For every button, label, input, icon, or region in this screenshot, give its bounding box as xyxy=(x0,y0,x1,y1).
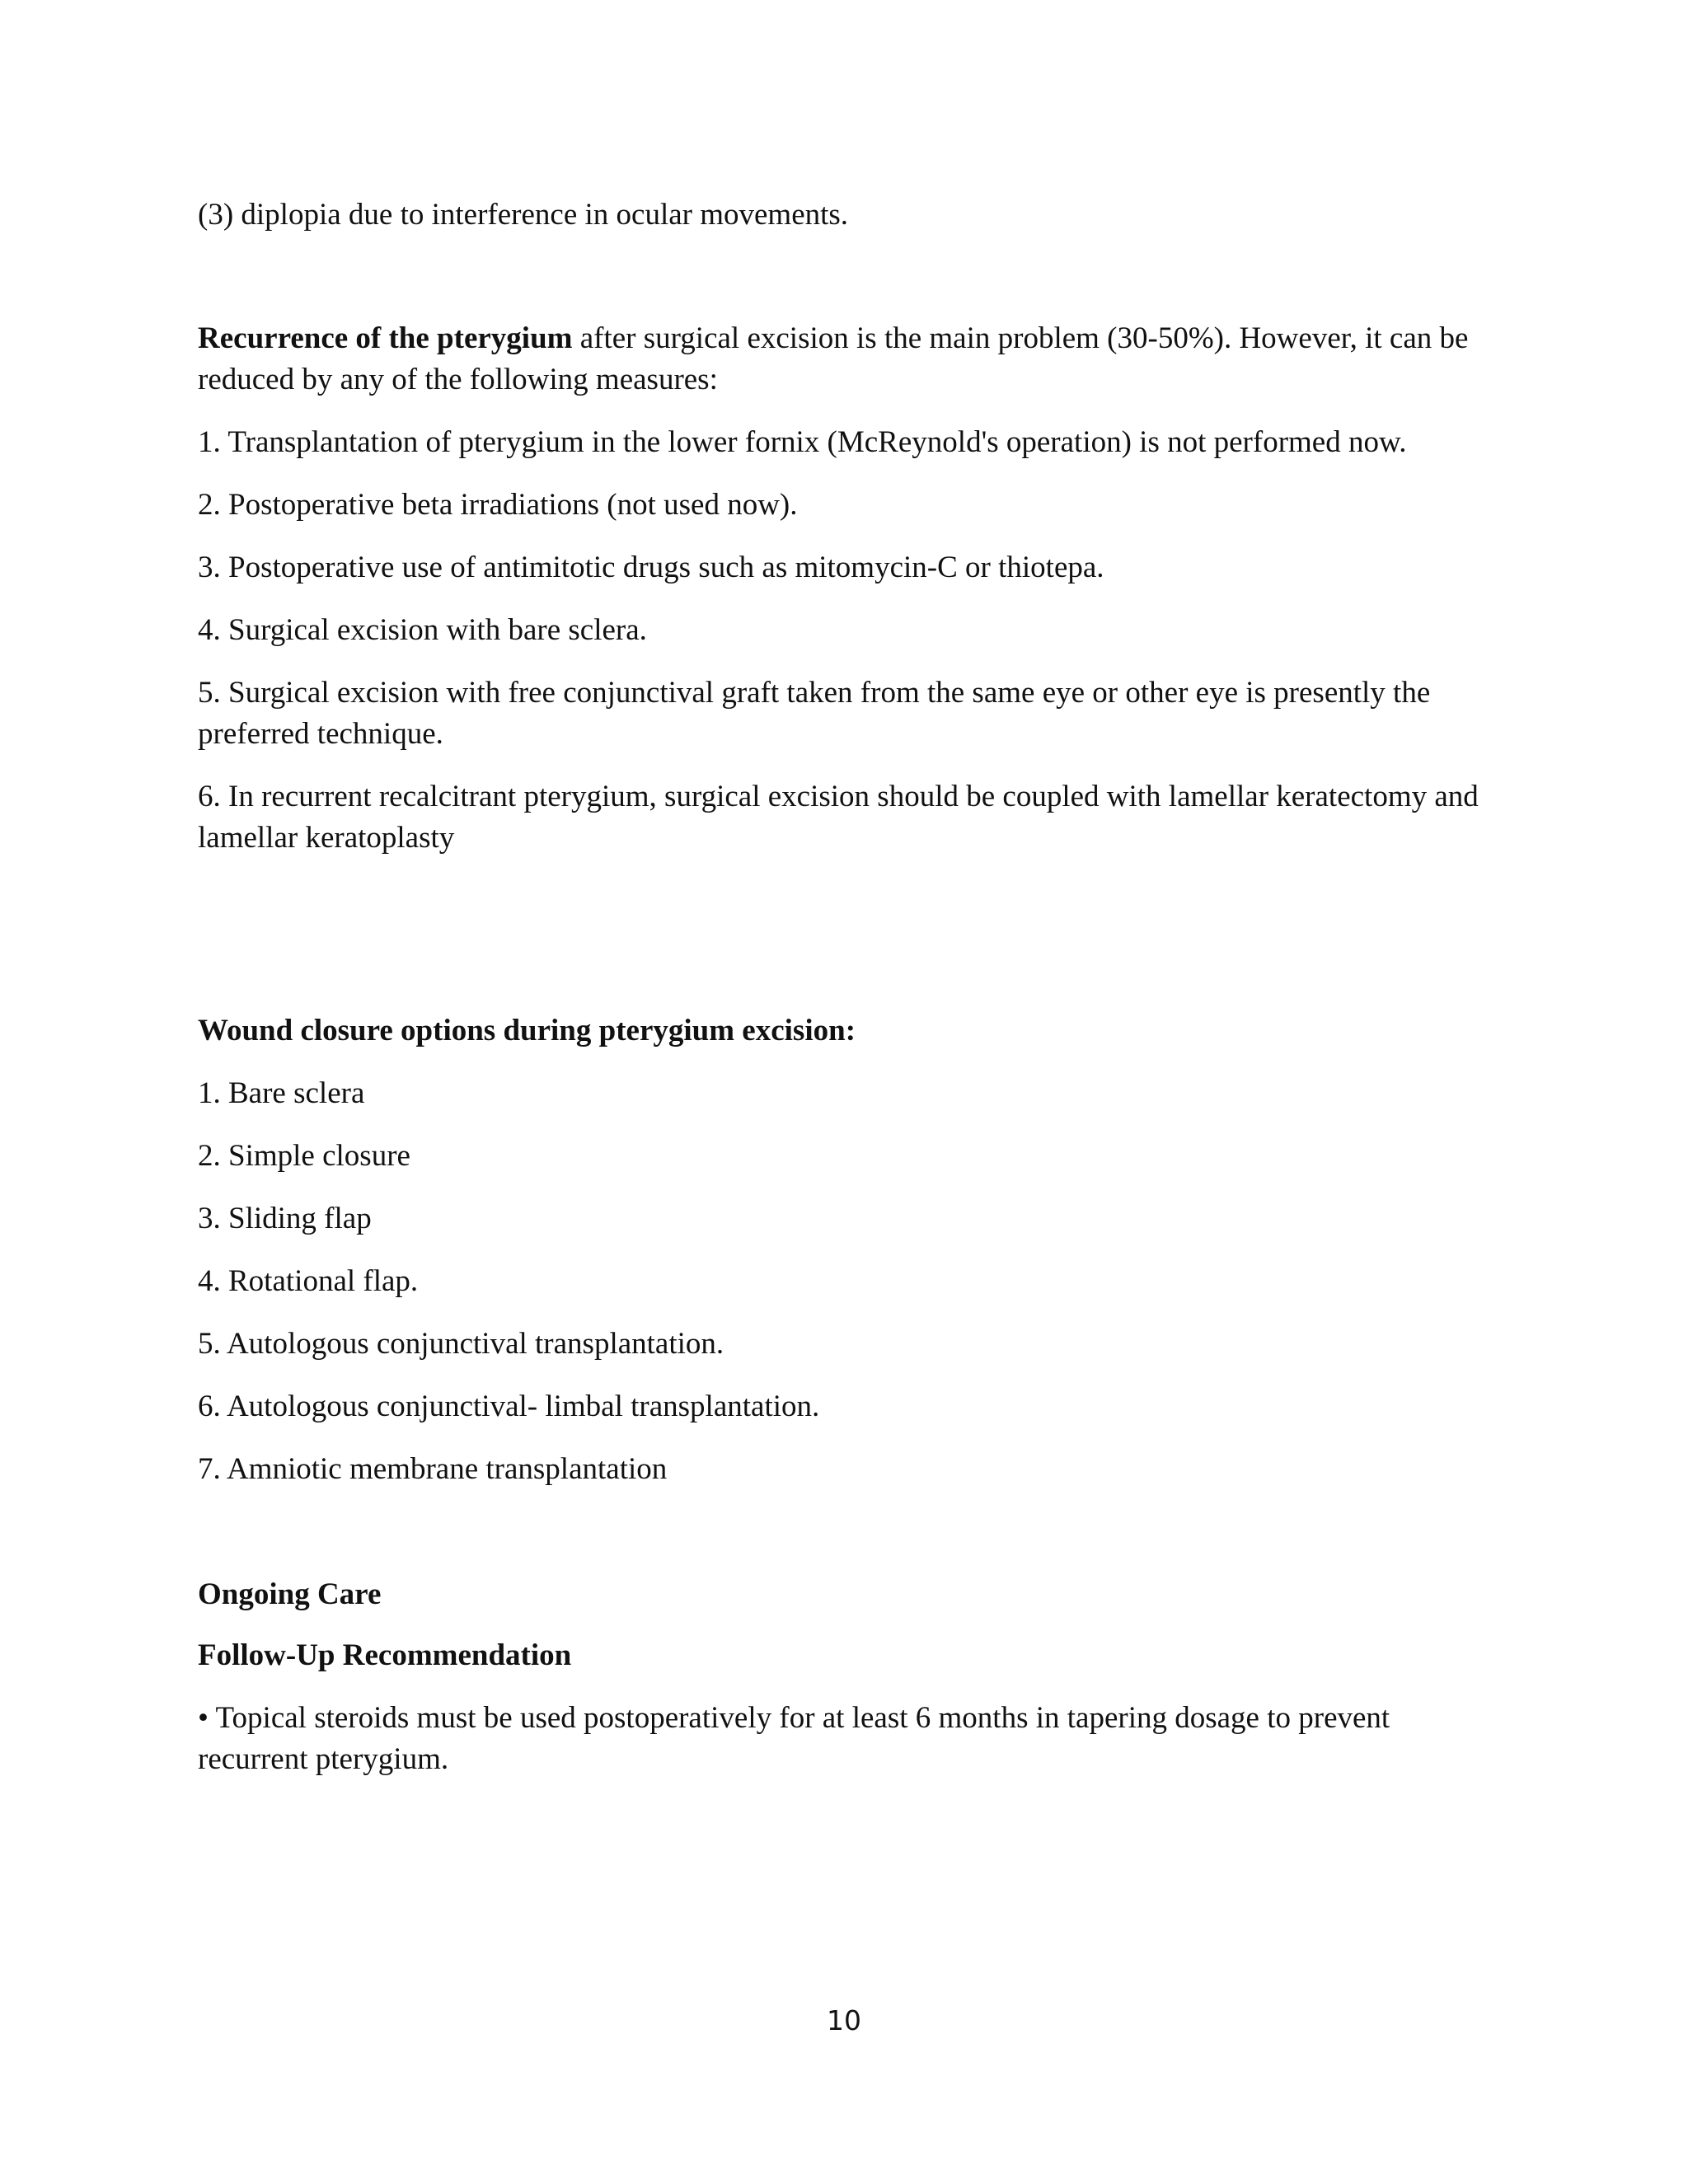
spacer xyxy=(198,1427,1492,1449)
spacer xyxy=(198,651,1492,673)
page-number: 10 xyxy=(827,2004,861,2036)
spacer xyxy=(198,1676,1492,1698)
wound-closure-heading: Wound closure options during pterygium excision: xyxy=(198,1014,856,1047)
wound-item-6: 6. Autologous conjunctival- limbal transplantation. xyxy=(198,1390,820,1423)
spacer xyxy=(198,526,1492,547)
wound-item-4: 4. Rotational flap. xyxy=(198,1264,419,1298)
spacer xyxy=(198,1177,1492,1198)
spacer xyxy=(198,755,1492,776)
spacer xyxy=(198,859,1492,1010)
page-content xyxy=(198,194,1492,1780)
recurrence-item-2: 2. Postoperative beta irradiations (not used now). xyxy=(198,488,798,522)
spacer xyxy=(198,401,1492,422)
wound-item-7: 7. Amniotic membrane transplantation xyxy=(198,1452,668,1486)
spacer xyxy=(198,1302,1492,1324)
follow-up-bullet: • Topical steroids must be used postoperatively for at least 6 months in tapering dosage to prevent recurrent pterygium. xyxy=(198,1701,1390,1776)
spacer xyxy=(198,588,1492,610)
wound-item-2: 2. Simple closure xyxy=(198,1139,410,1173)
spacer xyxy=(198,1490,1492,1574)
spacer xyxy=(198,1365,1492,1386)
spacer xyxy=(198,1052,1492,1073)
wound-item-3: 3. Sliding flap xyxy=(198,1202,372,1235)
recurrence-item-4: 4. Surgical excision with bare sclera. xyxy=(198,613,647,647)
recurrence-item-1: 1. Transplantation of pterygium in the lower fornix (McReynold's operation) is not performed now. xyxy=(198,425,1407,459)
recurrence-item-6: 6. In recurrent recalcitrant pterygium, surgical excision should be coupled with lamellar keratectomy and lamellar keratoplasty xyxy=(198,780,1479,855)
recurrence-item-5: 5. Surgical excision with free conjunctival graft taken from the same eye or other eye is presently the preferred technique. xyxy=(198,676,1431,751)
recurrence-paragraph xyxy=(198,318,1492,401)
recurrence-item-3: 3. Postoperative use of antimitotic drugs such as mitomycin-C or thiotepa. xyxy=(198,551,1104,584)
intro-line: (3) diplopia due to interference in ocular movements. xyxy=(198,198,849,232)
wound-item-5: 5. Autologous conjunctival transplantation. xyxy=(198,1327,724,1361)
spacer xyxy=(198,463,1492,485)
spacer xyxy=(198,236,1492,318)
spacer xyxy=(198,1615,1492,1635)
recurrence-lead: Recurrence of the pterygium xyxy=(198,321,573,355)
ongoing-care-heading: Ongoing Care xyxy=(198,1577,382,1611)
recurrence-text: after surgical excision is the main problem (30-50%). However, it can be reduced by any of the following measures: xyxy=(198,321,1469,396)
spacer xyxy=(198,1114,1492,1136)
wound-item-1: 1. Bare sclera xyxy=(198,1076,365,1110)
spacer xyxy=(198,1240,1492,1261)
follow-up-subheading: Follow-Up Recommendation xyxy=(198,1638,572,1672)
